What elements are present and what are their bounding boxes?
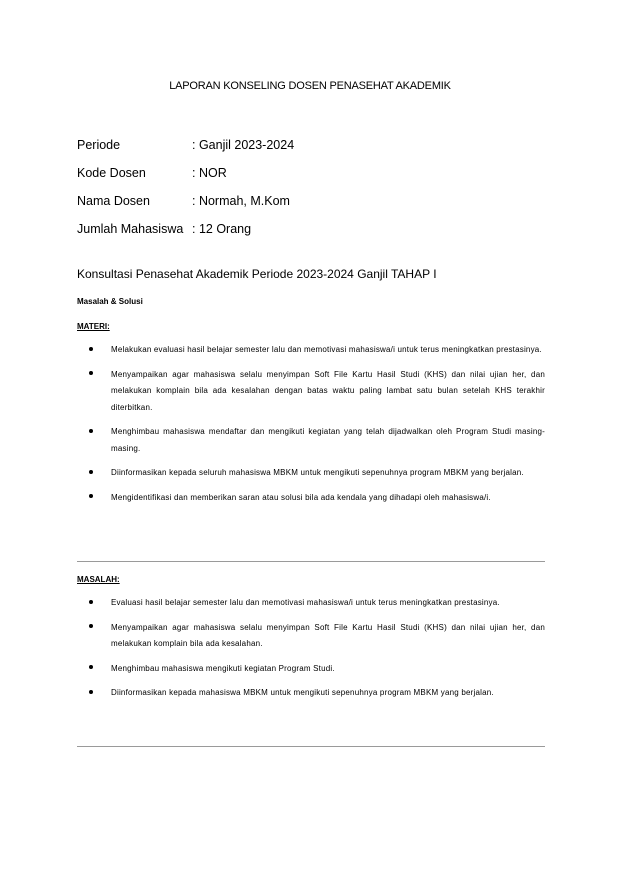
info-row-nama-dosen — [77, 187, 294, 215]
list-item — [77, 685, 545, 702]
info-label: Nama Dosen — [77, 194, 150, 208]
bullet-icon — [77, 367, 111, 417]
materi-list — [77, 342, 545, 514]
document-title: LAPORAN KONSELING DOSEN PENASEHAT AKADEMIK — [169, 80, 451, 92]
info-row-jumlah-mahasiswa — [77, 215, 294, 243]
info-value: : Normah, M.Kom — [192, 194, 290, 208]
list-item-text: Melakukan evaluasi hasil belajar semester lalu dan memotivasi mahasiswa/i untuk terus meningkatkan prestasinya. — [111, 345, 542, 354]
info-label: Jumlah Mahasiswa — [77, 222, 184, 236]
masalah-list — [77, 595, 545, 710]
info-label: Periode — [77, 138, 121, 152]
info-label: Kode Dosen — [77, 166, 146, 180]
info-row-periode — [77, 131, 294, 159]
list-item-text: Mengidentifikasi dan memberikan saran atau solusi bila ada kendala yang dihadapi oleh mahasiswa/i. — [111, 492, 491, 502]
bullet-icon — [77, 424, 111, 457]
info-value: : NOR — [192, 166, 227, 180]
list-item-text: Evaluasi hasil belajar semester lalu dan memotivasi mahasiswa/i untuk terus meningkatkan prestasinya. — [111, 598, 500, 607]
divider — [77, 561, 545, 562]
divider — [77, 746, 545, 747]
bullet-icon — [77, 490, 111, 507]
bullet-icon — [77, 661, 111, 678]
list-item — [77, 490, 545, 507]
bullet-icon — [77, 620, 111, 653]
list-item — [77, 342, 545, 359]
bullet-icon — [77, 595, 111, 612]
list-item-text: Diinformasikan kepada mahasiswa MBKM untuk mengikuti sepenuhnya program MBKM yang berjalan. — [111, 688, 494, 697]
masalah-label: MASALAH: — [77, 575, 120, 584]
materi-label: MATERI: — [77, 322, 110, 331]
list-item — [77, 620, 545, 653]
list-item-text: Diinformasikan kepada seluruh mahasiswa MBKM untuk mengikuti sepenuhnya program MBKM yang berjalan. — [111, 468, 524, 477]
list-item — [77, 424, 545, 457]
list-item — [77, 465, 545, 482]
info-value: : Ganjil 2023-2024 — [192, 138, 295, 152]
info-row-kode-dosen — [77, 159, 294, 187]
bullet-icon — [77, 465, 111, 482]
list-item-text: Menyampaikan agar mahasiswa selalu menyimpan Soft File Kartu Hasil Studi (KHS) dan nilai ujian her, dan melakukan komplain bila ada kesalahan. — [111, 622, 545, 648]
sub-heading: Masalah & Solusi — [77, 297, 143, 306]
list-item-text: Menghimbau mahasiswa mendaftar dan mengikuti kegiatan yang telah dijadwalkan oleh Program Studi masing-masing. — [111, 427, 545, 453]
bullet-icon — [77, 685, 111, 702]
list-item — [77, 661, 545, 678]
list-item — [77, 595, 545, 612]
list-item-text: Menyampaikan agar mahasiswa selalu menyimpan Soft File Kartu Hasil Studi (KHS) dan nilai ujian her, dan melakukan komplain bila ada kesalahan dengan batas waktu paling lambat satu bulan setelah KHS terakhir diterbitkan. — [111, 369, 545, 412]
list-item — [77, 367, 545, 417]
info-value: : 12 Orang — [192, 222, 252, 236]
list-item-text: Menghimbau mahasiswa mengikuti kegiatan Program Studi. — [111, 663, 335, 673]
section-title: Konsultasi Penasehat Akademik Periode 2023-2024 Ganjil TAHAP I — [77, 267, 437, 281]
info-block — [77, 131, 294, 243]
bullet-icon — [77, 342, 111, 359]
